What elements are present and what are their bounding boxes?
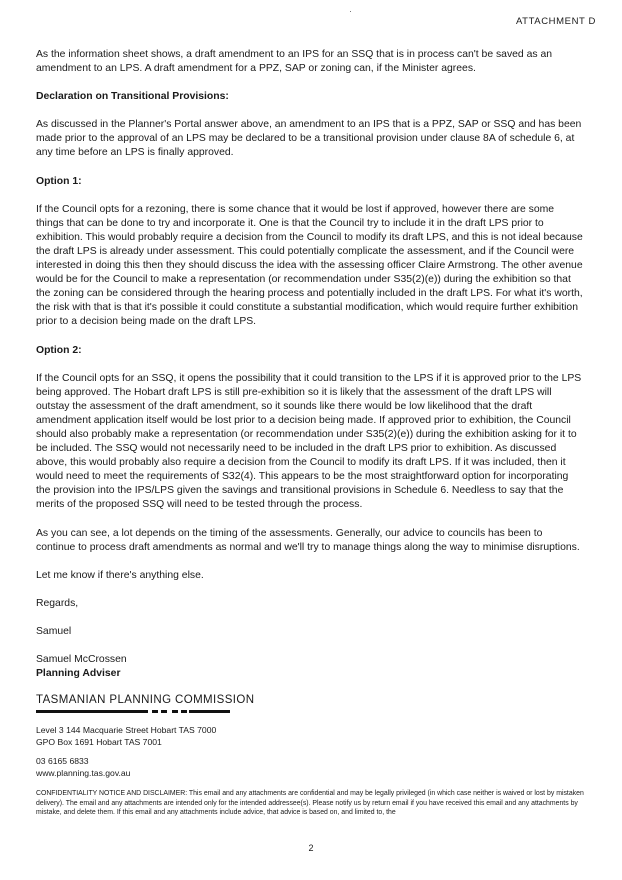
full-name-line: Samuel McCrossen (36, 654, 127, 665)
logo-underline (36, 710, 230, 713)
intro-paragraph: As the information sheet shows, a draft amendment to an IPS for an SSQ that is in process can't be saved as an amendment to an LPS. A draft amendment for a PPZ, SAP or zoning can, if the Minister agrees. (36, 49, 553, 75)
signature-block (36, 597, 584, 681)
letter-body (36, 48, 584, 818)
regards-line: Regards, (36, 597, 79, 609)
option2-paragraph: If the Council opts for an SSQ, it opens the possibility that it could transition to the LPS if it is approved prior to the LPS being approved. The Hobart draft LPS is still pre-exhibition so it is likely that the assessment of the draft LPS will outstay the assessment of the draft amendment, so it sounds like there would be low likelihood that the draft amendment application itself would be lost prior to a decision being made. If approved prior to exhibition, the Council should also probably make a representation (or recommendation under S35(2)(e)) during the exhibition asking for it to be included. The SSQ would not necessarily need to be included in the draft LPS prior to exhibition. As discussed above, this would probably also require a decision from the Council to modify its draft LPS. If it was included, then it would need to meet the requirements of S32(4). This appears to be the most straightforward option for incorporating the provision into the IPS/LPS given the savings and transitional provisions in Schedule 6. Needless to say that the merits of the proposed SSQ will need to be tested through the process. (36, 372, 582, 511)
address-line-2: GPO Box 1691 Hobart TAS 7001 (36, 736, 162, 747)
declaration-paragraph: As discussed in the Planner's Portal answer above, an amendment to an IPS that is a PPZ, SAP or SSQ and has been made prior to the approval of an LPS may be declared to be a transitional provision under clause 8A of schedule 6, at any time before an LPS is finally approved. (36, 119, 582, 159)
option1-paragraph: If the Council opts for a rezoning, there is some chance that it would be lost if approved, however there are some things that can be done to try and incorporate it. One is that the Council try to include it in the draft LPS prior to exhibition. This would probably require a decision from the Council to modify its draft LPS, and this is not ideal because the draft LPS is already under assessment. This could potentially complicate the assessment, and if the Council were interested in doing this then they should discuss the idea with the assessing officer Claire Armstrong. The other avenue would be for the Council to make a representation (or recommendation under S35(2)(e)) during the exhibition so that the zoning can be considered through the hearing process and potentially included in the draft LPS. For what it's worth, the risk with that is that it's possible it could constitute a substantial modification, which would require further exhibition prior to a decision being made on the draft LPS. (36, 203, 583, 328)
attachment-label: ATTACHMENT D (515, 16, 596, 27)
job-title-line: Planning Adviser (36, 668, 121, 680)
organisation-logo-text: TASMANIAN PLANNING COMMISSION (36, 694, 255, 707)
first-name-line: Samuel (36, 625, 72, 637)
let-me-know-line: Let me know if there's anything else. (36, 569, 204, 581)
address-block (36, 725, 584, 748)
contact-block (36, 756, 584, 779)
scan-speck (350, 11, 351, 12)
declaration-heading: Declaration on Transitional Provisions: (36, 91, 229, 103)
confidentiality-disclaimer: CONFIDENTIALITY NOTICE AND DISCLAIMER: This email and any attachments are confidential and may be legally privileged (in which case neither is waived or lost by mistaken delivery). The email and any attachments are intended only for the intended addressee(s). Please notify us by return email if you have received this email and any attachments by mistake, and delete them. If this email and any attachments include advice, that advice is based on, and limited to, the (36, 789, 584, 817)
closing-paragraph: As you can see, a lot depends on the timing of the assessments. Generally, our advice to councils has been to continue to process draft amendments as normal and we'll try to manage things along the way to minimise disruptions. (36, 527, 580, 553)
option2-heading: Option 2: (36, 344, 82, 356)
phone-number: 03 6165 6833 (36, 756, 89, 767)
option1-heading: Option 1: (36, 175, 82, 187)
address-line-1: Level 3 144 Macquarie Street Hobart TAS 7000 (36, 725, 217, 736)
website-link[interactable]: www.planning.tas.gov.au (36, 767, 131, 778)
page-number: 2 (308, 843, 314, 853)
